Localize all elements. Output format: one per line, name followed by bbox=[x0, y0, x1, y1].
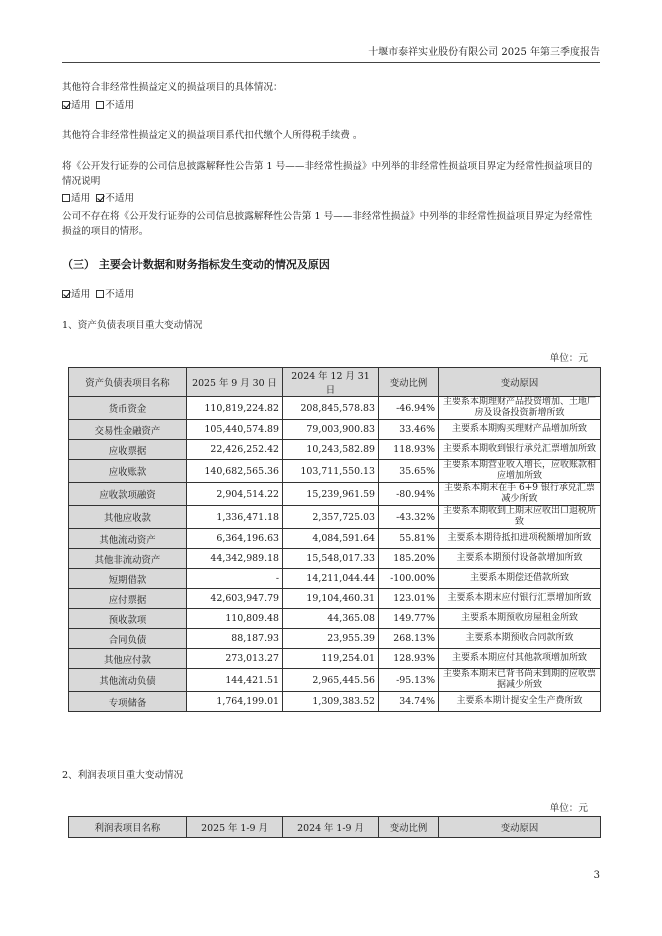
row-value-prior: 15,548,017.33 bbox=[283, 549, 379, 569]
option-not-applicable-label: 不适用 bbox=[105, 193, 135, 204]
row-item-name: 应付票据 bbox=[69, 589, 187, 609]
income-unit-label: 单位：元 bbox=[549, 803, 588, 814]
row-change-reason: 主要系本期应付其他款项增加所致 bbox=[439, 649, 601, 669]
nonrecurring-note: 其他符合非经常性损益定义的损益项目系代扣代缴个人所得税手续费 。 bbox=[62, 130, 363, 141]
row-change-reason: 主要系本期计提安全生产费所致 bbox=[439, 692, 601, 712]
checkbox-empty-icon bbox=[96, 290, 104, 298]
row-change-ratio: 268.13% bbox=[379, 629, 439, 649]
row-change-ratio: -46.94% bbox=[379, 397, 439, 420]
checkbox-checked-icon bbox=[96, 194, 104, 202]
column-header: 2025 年 9 月 30 日 bbox=[187, 368, 283, 397]
row-value-current: 140,682,565.36 bbox=[187, 460, 283, 483]
row-item-name: 其他应付款 bbox=[69, 649, 187, 669]
row-value-current: 44,342,989.18 bbox=[187, 549, 283, 569]
reclassification-heading: 将《公开发行证券的公司信息披露解释性公告第 1 号——非经常性损益》中列举的非经常性损益项目界定为经常性损益项目的情况说明 bbox=[62, 161, 593, 187]
column-header: 变动原因 bbox=[439, 817, 601, 838]
row-change-ratio: 149.77% bbox=[379, 609, 439, 629]
table-row bbox=[69, 589, 601, 609]
row-change-ratio: 128.93% bbox=[379, 649, 439, 669]
balance-unit-label: 单位：元 bbox=[549, 353, 588, 364]
option-not-applicable-label: 不适用 bbox=[105, 289, 135, 300]
row-value-current: 1,764,199.01 bbox=[187, 692, 283, 712]
row-change-reason: 主要系本期收到上期末应收出口退税所致 bbox=[439, 506, 601, 529]
table-row bbox=[69, 397, 601, 420]
row-change-ratio: 35.65% bbox=[379, 460, 439, 483]
row-value-prior: 103,711,550.13 bbox=[283, 460, 379, 483]
row-change-ratio: -100.00% bbox=[379, 569, 439, 589]
row-value-current: 42,603,947.79 bbox=[187, 589, 283, 609]
row-change-reason: 主要系本期营业收入增长，应收账款相应增加所致 bbox=[439, 460, 601, 483]
row-value-prior: 4,084,591.64 bbox=[283, 529, 379, 549]
row-value-prior: 10,243,582.89 bbox=[283, 440, 379, 460]
row-change-ratio: 123.01% bbox=[379, 589, 439, 609]
row-value-current: 105,440,574.89 bbox=[187, 420, 283, 440]
table-row bbox=[69, 692, 601, 712]
row-item-name: 预收款项 bbox=[69, 609, 187, 629]
column-header: 利润表项目名称 bbox=[69, 817, 187, 838]
row-value-prior: 2,965,445.56 bbox=[283, 669, 379, 692]
row-change-reason: 主要系本期收到银行承兑汇票增加所致 bbox=[439, 440, 601, 460]
row-item-name: 应收账款 bbox=[69, 460, 187, 483]
section-title: （三） 主要会计数据和财务指标发生变动的情况及原因 bbox=[62, 258, 330, 271]
row-change-ratio: -95.13% bbox=[379, 669, 439, 692]
row-change-reason: 主要系本期末在手 6+9 银行承兑汇票减少所致 bbox=[439, 483, 601, 506]
row-change-reason: 主要系本期末应付银行汇票增加所致 bbox=[439, 589, 601, 609]
option-row-1 bbox=[62, 98, 600, 113]
table-row bbox=[69, 440, 601, 460]
column-header: 2024 年 12 月 31 日 bbox=[283, 368, 379, 397]
row-value-current: 2,904,514.22 bbox=[187, 483, 283, 506]
option-row-3 bbox=[62, 287, 600, 302]
table-header-row bbox=[69, 817, 601, 838]
row-change-reason: 主要系本期预收房屋租金所致 bbox=[439, 609, 601, 629]
balance-sheet-heading: 1、资产负债表项目重大变动情况 bbox=[62, 320, 203, 331]
option-applicable-label: 适用 bbox=[71, 100, 91, 111]
row-value-current: 22,426,252.42 bbox=[187, 440, 283, 460]
table-row bbox=[69, 460, 601, 483]
option-applicable-label: 适用 bbox=[71, 289, 91, 300]
row-item-name: 短期借款 bbox=[69, 569, 187, 589]
row-value-current: 88,187.93 bbox=[187, 629, 283, 649]
row-item-name: 应收票据 bbox=[69, 440, 187, 460]
row-change-ratio: 185.20% bbox=[379, 549, 439, 569]
row-change-ratio: 55.81% bbox=[379, 529, 439, 549]
row-value-current: 144,421.51 bbox=[187, 669, 283, 692]
row-item-name: 专项储备 bbox=[69, 692, 187, 712]
checkbox-empty-icon bbox=[96, 101, 104, 109]
table-row bbox=[69, 649, 601, 669]
row-value-prior: 119,254.01 bbox=[283, 649, 379, 669]
table-row bbox=[69, 549, 601, 569]
row-change-ratio: 33.46% bbox=[379, 420, 439, 440]
row-value-current: 6,364,196.63 bbox=[187, 529, 283, 549]
column-header: 变动比例 bbox=[379, 817, 439, 838]
table-row bbox=[69, 629, 601, 649]
column-header: 2024 年 1-9 月 bbox=[283, 817, 379, 838]
row-change-ratio: 118.93% bbox=[379, 440, 439, 460]
row-item-name: 合同负债 bbox=[69, 629, 187, 649]
row-value-prior: 23,955.39 bbox=[283, 629, 379, 649]
row-item-name: 其他流动负债 bbox=[69, 669, 187, 692]
row-item-name: 其他流动资产 bbox=[69, 529, 187, 549]
row-change-reason: 主要系本期购买理财产品增加所致 bbox=[439, 420, 601, 440]
checkbox-checked-icon bbox=[62, 290, 70, 298]
row-item-name: 交易性金融资产 bbox=[69, 420, 187, 440]
row-value-current: 110,809.48 bbox=[187, 609, 283, 629]
nonrecurring-heading: 其他符合非经常性损益定义的损益项目的具体情况： bbox=[62, 82, 283, 93]
balance-sheet-table bbox=[68, 367, 601, 712]
page-header: 十堰市泰祥实业股份有限公司 2025 年第三季度报告 bbox=[62, 44, 600, 63]
row-change-ratio: 34.74% bbox=[379, 692, 439, 712]
row-value-current: - bbox=[187, 569, 283, 589]
column-header: 变动原因 bbox=[439, 368, 601, 397]
checkbox-checked-icon bbox=[62, 101, 70, 109]
column-header: 变动比例 bbox=[379, 368, 439, 397]
row-value-prior: 2,357,725.03 bbox=[283, 506, 379, 529]
row-change-reason: 主要系本期理财产品投资增加、土地厂房及设备投资新增所致 bbox=[439, 397, 601, 420]
row-value-current: 110,819,224.82 bbox=[187, 397, 283, 420]
row-item-name: 其他非流动资产 bbox=[69, 549, 187, 569]
row-item-name: 货币资金 bbox=[69, 397, 187, 420]
row-change-reason: 主要系本期预收合同款所致 bbox=[439, 629, 601, 649]
table-row bbox=[69, 669, 601, 692]
table-row bbox=[69, 506, 601, 529]
row-value-prior: 19,104,460.31 bbox=[283, 589, 379, 609]
row-item-name: 应收款项融资 bbox=[69, 483, 187, 506]
row-value-prior: 208,845,578.83 bbox=[283, 397, 379, 420]
table-row bbox=[69, 569, 601, 589]
row-change-ratio: -43.32% bbox=[379, 506, 439, 529]
row-value-prior: 15,239,961.59 bbox=[283, 483, 379, 506]
row-change-ratio: -80.94% bbox=[379, 483, 439, 506]
table-row bbox=[69, 609, 601, 629]
row-value-current: 273,013.27 bbox=[187, 649, 283, 669]
option-row-2 bbox=[62, 191, 600, 206]
table-header-row bbox=[69, 368, 601, 397]
table-row bbox=[69, 529, 601, 549]
option-not-applicable-label: 不适用 bbox=[105, 100, 135, 111]
row-value-current: 1,336,471.18 bbox=[187, 506, 283, 529]
row-change-reason: 主要系本期预付设备款增加所致 bbox=[439, 549, 601, 569]
column-header: 资产负债表项目名称 bbox=[69, 368, 187, 397]
checkbox-empty-icon bbox=[62, 194, 70, 202]
table-row bbox=[69, 420, 601, 440]
income-statement-table bbox=[68, 816, 601, 838]
row-change-reason: 主要系本期待抵扣进项税额增加所致 bbox=[439, 529, 601, 549]
page-number: 3 bbox=[593, 870, 600, 881]
row-value-prior: 14,211,044.44 bbox=[283, 569, 379, 589]
option-applicable-label: 适用 bbox=[71, 193, 91, 204]
row-value-prior: 44,365.08 bbox=[283, 609, 379, 629]
row-value-prior: 1,309,383.52 bbox=[283, 692, 379, 712]
row-value-prior: 79,003,900.83 bbox=[283, 420, 379, 440]
row-item-name: 其他应收款 bbox=[69, 506, 187, 529]
income-statement-heading: 2、利润表项目重大变动情况 bbox=[62, 770, 184, 781]
reclassification-note: 公司不存在将《公开发行证券的公司信息披露解释性公告第 1 号——非经常性损益》中列举的非经常性损益项目界定为经常性损益的项目的情形。 bbox=[62, 211, 593, 237]
row-change-reason: 主要系本期末已背书尚未到期的应收票据减少所致 bbox=[439, 669, 601, 692]
table-row bbox=[69, 483, 601, 506]
row-change-reason: 主要系本期偿还借款所致 bbox=[439, 569, 601, 589]
column-header: 2025 年 1-9 月 bbox=[187, 817, 283, 838]
